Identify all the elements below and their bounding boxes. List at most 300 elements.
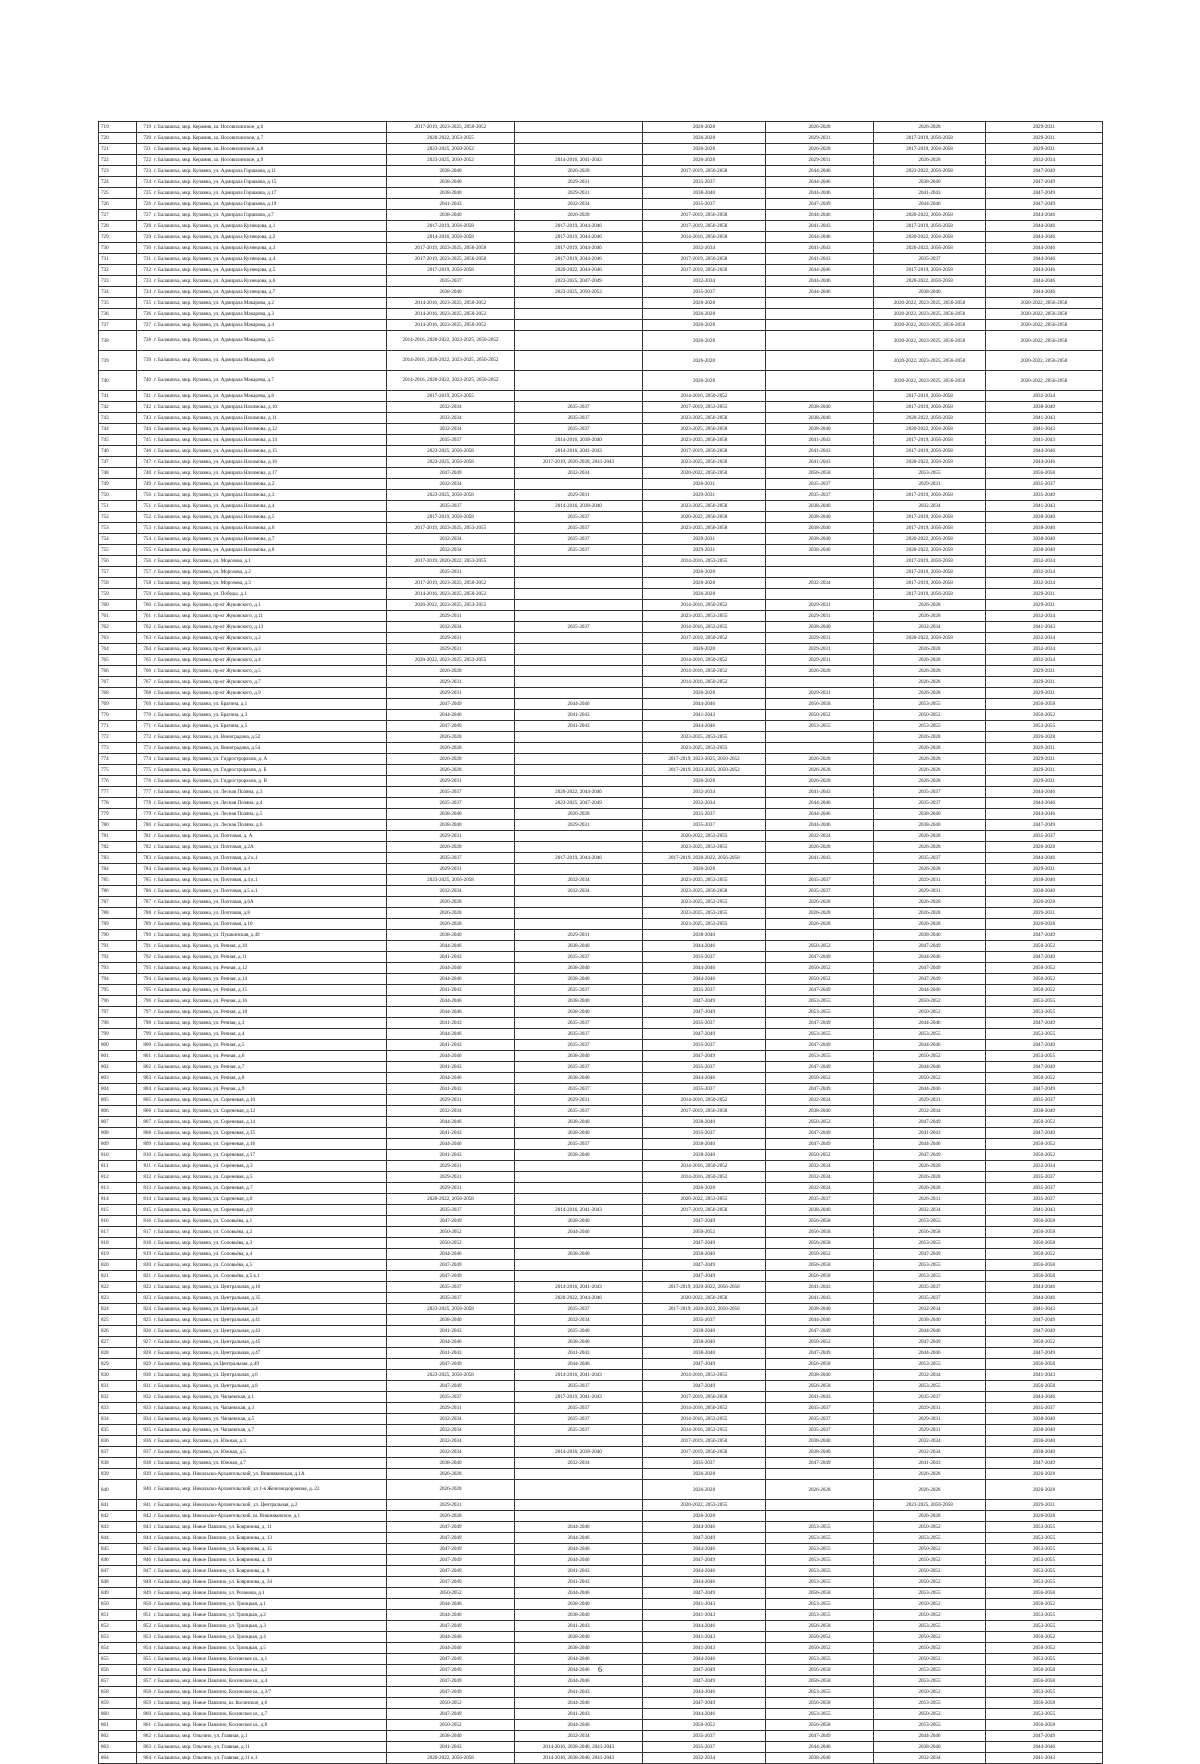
period-cell-4: 2026-2028 xyxy=(766,897,874,908)
period-cell-3: 2047-2049 xyxy=(643,1029,766,1040)
address-text: г. Балашиха, мкр. Новое Павлино, ул. Бояринова, д. 34 xyxy=(154,1579,272,1585)
address-text: г. Балашиха, мкр. Купавна, ул. Морозова, д.2 xyxy=(154,569,251,575)
period-cell-2: 2038-2040 xyxy=(515,1216,643,1227)
period-cell-4: 2038-2040 xyxy=(766,1106,874,1117)
period-cell-2: 2029-2031 xyxy=(515,820,643,831)
period-cell-6: 2050-2052 xyxy=(986,941,1103,952)
period-cell-4: 2041-2043 xyxy=(766,457,874,468)
period-cell-1: 2047-2049 xyxy=(387,1555,515,1566)
period-cell-4: 2044-2046 xyxy=(766,809,874,820)
period-cell-5: 2026-2028 xyxy=(874,831,986,842)
address-text: г. Балашиха, мкр. Купавна, ул. Адмирала Нахимова, д.11 xyxy=(154,415,277,421)
period-cell-4: 2041-2043 xyxy=(766,1293,874,1304)
period-cell-1: 2026-2028 xyxy=(387,1511,515,1522)
period-cell-1: 2020-2022, 2053-2055 xyxy=(387,133,515,144)
period-cell-5: 2053-2055 xyxy=(874,1720,986,1731)
period-cell-2: 2026-2028 xyxy=(515,210,643,221)
period-cell-3: 2038-2040 xyxy=(643,930,766,941)
address-text: г. Балашиха, мкр. Купавна, ул. Адмирала Макарова, д.6 xyxy=(154,357,274,364)
row-number: 848 xyxy=(99,1577,137,1588)
period-cell-3: 2017-2019, 2023-2025, 2050-2052 xyxy=(643,765,766,776)
address-text: г. Балашиха, мкр. Купавна, ул. Адмирала Горшкова, д.19 xyxy=(154,201,277,207)
address-cell xyxy=(137,567,387,578)
period-cell-1: 2029-2031 xyxy=(387,1161,515,1172)
period-cell-5: 2035-2037 xyxy=(874,254,986,265)
table-row xyxy=(99,1205,1103,1216)
period-cell-5: 2020-2022, 2056-2058 xyxy=(874,210,986,221)
period-cell-1: 2014-2016, 2020-2022, 2023-2025, 2050-2052 xyxy=(387,331,515,351)
period-cell-2: 2017-2019, 2044-2046 xyxy=(515,254,643,265)
address-cell xyxy=(137,446,387,457)
period-cell-4: 2044-2046 xyxy=(766,210,874,221)
address-cell xyxy=(137,1216,387,1227)
row-number: 854 xyxy=(99,1643,137,1654)
period-cell-2: 2038-2040 xyxy=(515,963,643,974)
period-cell-4: 2050-2052 xyxy=(766,1337,874,1348)
period-cell-6: 2047-2049 xyxy=(986,188,1103,199)
table-row xyxy=(99,402,1103,413)
period-cell-4: 2029-2031 xyxy=(766,688,874,699)
address-text: г. Балашиха, мкр. Купавна, ул. Пушкинская, д.49 xyxy=(154,932,260,938)
period-cell-5: 2050-2052 xyxy=(874,1007,986,1018)
row-number: 831 xyxy=(99,1381,137,1392)
period-cell-4: 2032-2034 xyxy=(766,1161,874,1172)
period-cell-1: 2050-2052 xyxy=(387,1720,515,1731)
period-cell-4: 2056-2058 xyxy=(766,699,874,710)
address-text: г. Балашиха, мкр. Купавна, ул. Адмирала Макарова, д.8 xyxy=(154,393,274,399)
period-cell-4: 2050-2052 xyxy=(766,963,874,974)
period-cell-2 xyxy=(515,351,643,371)
period-cell-6: 2026-2028 xyxy=(986,732,1103,743)
period-cell-3: 2017-2019, 2056-2058 xyxy=(643,221,766,232)
row-number: 844 xyxy=(99,1533,137,1544)
period-cell-2 xyxy=(515,1194,643,1205)
period-cell-2 xyxy=(515,133,643,144)
table-row xyxy=(99,974,1103,985)
table-row xyxy=(99,809,1103,820)
period-cell-5: 2020-2022, 2023-2025, 2056-2058 xyxy=(874,309,986,320)
period-cell-1: 2041-2043 xyxy=(387,199,515,210)
inner-row-number: 857 xyxy=(143,1678,151,1684)
period-cell-5: 2032-2034 xyxy=(874,1370,986,1381)
period-cell-5: 2050-2052 xyxy=(874,1599,986,1610)
period-cell-4 xyxy=(766,743,874,754)
period-cell-3: 2035-2037 xyxy=(643,1731,766,1742)
period-cell-1: 2026-2028 xyxy=(387,666,515,677)
period-cell-4: 2038-2040 xyxy=(766,1304,874,1315)
period-cell-1: 2032-2034 xyxy=(387,1425,515,1436)
period-cell-1: 2038-2040 xyxy=(387,1731,515,1742)
period-cell-5: 2029-2031 xyxy=(874,1425,986,1436)
address-text: г. Балашиха, мкр. Купавна, ул. Брагина, д.5 xyxy=(154,723,248,729)
row-number: 800 xyxy=(99,1040,137,1051)
inner-row-number: 851 xyxy=(143,1612,151,1618)
period-cell-2: 2044-2046 xyxy=(515,1555,643,1566)
period-cell-5: 2023-2022, 2056-2058 xyxy=(874,166,986,177)
address-text: г. Балашиха, мкр. Купавна, ул. Адмирала Горшкова, д.7 xyxy=(154,212,274,218)
table-row xyxy=(99,265,1103,276)
address-text: г. Балашиха, мкр. Купавна, ул. Сиреневая, д.15 xyxy=(154,1130,256,1136)
period-cell-6: 2026-2028 xyxy=(986,897,1103,908)
table-row xyxy=(99,1007,1103,1018)
address-cell xyxy=(137,1337,387,1348)
period-cell-5: 2050-2052 xyxy=(874,1522,986,1533)
period-cell-1: 2044-2046 xyxy=(387,1632,515,1643)
period-cell-3: 2026-2028 xyxy=(643,567,766,578)
period-cell-2: 2014-2016, 2041-2043 xyxy=(515,1205,643,1216)
table-row xyxy=(99,699,1103,710)
period-cell-5: 2050-2052 xyxy=(874,1610,986,1621)
inner-row-number: 843 xyxy=(143,1524,151,1530)
address-text: г. Балашиха, мкр. Новое Павлино, ул. Троицкая, д.4 xyxy=(154,1634,266,1640)
period-cell-2: 2014-2016, 2038-2040 xyxy=(515,1447,643,1458)
inner-row-number: 750 xyxy=(143,492,151,498)
period-cell-2: 2035-2037 xyxy=(515,1106,643,1117)
period-cell-5: 2020-2022, 2023-2025, 2056-2058 xyxy=(874,371,986,391)
period-cell-3: 2041-2043 xyxy=(643,1599,766,1610)
address-text: г. Балашиха, мкр. Купавна, ул. Лесная Поляна, д.6 xyxy=(154,822,263,828)
period-cell-4: 2053-2055 xyxy=(766,1533,874,1544)
period-cell-2: 2035-2037 xyxy=(515,1403,643,1414)
period-cell-6: 2044-2046 xyxy=(986,853,1103,864)
row-number: 768 xyxy=(99,688,137,699)
row-number: 828 xyxy=(99,1348,137,1359)
period-cell-5: 2026-2028 xyxy=(874,688,986,699)
period-cell-6: 2044-2046 xyxy=(986,809,1103,820)
table-row xyxy=(99,545,1103,556)
period-cell-3: 2023-2025, 2053-2055 xyxy=(643,919,766,930)
period-cell-6: 2041-2043 xyxy=(986,435,1103,446)
address-text: г. Балашиха, мкр. Новое Павлино, ул. Бояринова, д. 11 xyxy=(154,1524,272,1530)
inner-row-number: 755 xyxy=(143,547,151,553)
period-cell-1: 2044-2046 xyxy=(387,1599,515,1610)
period-cell-5: 2050-2052 xyxy=(874,1687,986,1698)
period-cell-2 xyxy=(515,589,643,600)
period-cell-4 xyxy=(766,732,874,743)
inner-row-number: 772 xyxy=(143,734,151,740)
period-cell-4: 2041-2043 xyxy=(766,243,874,254)
period-cell-2 xyxy=(515,1238,643,1249)
row-number: 855 xyxy=(99,1654,137,1665)
period-cell-4: 2035-2037 xyxy=(766,479,874,490)
inner-row-number: 719 xyxy=(143,124,151,130)
inner-row-number: 818 xyxy=(143,1240,151,1246)
inner-row-number: 852 xyxy=(143,1623,151,1629)
period-cell-5: 2038-2040 xyxy=(874,1742,986,1753)
period-cell-1: 2047-2049 xyxy=(387,1566,515,1577)
address-text: г. Балашиха, мкр. Купавна, ул. Соловьёва, д.3 xyxy=(154,1240,253,1246)
address-cell xyxy=(137,875,387,886)
address-cell xyxy=(137,479,387,490)
period-cell-4: 2056-2058 xyxy=(766,1720,874,1731)
period-cell-4: 2047-2049 xyxy=(766,1348,874,1359)
inner-row-number: 833 xyxy=(143,1405,151,1411)
inner-row-number: 729 xyxy=(143,234,151,240)
inner-row-number: 839 xyxy=(143,1471,151,1477)
inner-row-number: 787 xyxy=(143,899,151,905)
period-cell-2 xyxy=(515,371,643,391)
inner-row-number: 722 xyxy=(143,157,151,163)
period-cell-2: 2029-2031 xyxy=(515,930,643,941)
period-cell-1: 2035-2037 xyxy=(387,435,515,446)
period-cell-4: 2056-2058 xyxy=(766,1238,874,1249)
address-text: г. Балашиха, мкр. Купавна, пр-кт Жуковского, д.7 xyxy=(154,679,261,685)
period-cell-5: 2044-2046 xyxy=(874,985,986,996)
period-cell-1: 2044-2046 xyxy=(387,1051,515,1062)
period-cell-6: 2044-2046 xyxy=(986,787,1103,798)
period-cell-3: 2035-2037 xyxy=(643,1458,766,1469)
table-row xyxy=(99,842,1103,853)
period-cell-2: 2032-2034 xyxy=(515,1458,643,1469)
period-cell-3: 2023-2025, 2053-2055 xyxy=(643,897,766,908)
inner-row-number: 789 xyxy=(143,921,151,927)
inner-row-number: 742 xyxy=(143,404,151,410)
period-cell-3: 2020-2022, 2053-2055 xyxy=(643,1194,766,1205)
row-number: 840 xyxy=(99,1480,137,1500)
period-cell-4: 2047-2049 xyxy=(766,1128,874,1139)
period-cell-1: 2026-2028 xyxy=(387,1480,515,1500)
inner-row-number: 747 xyxy=(143,459,151,465)
inner-row-number: 841 xyxy=(143,1502,151,1508)
table-row xyxy=(99,1676,1103,1687)
period-cell-3: 2026-2028 xyxy=(643,331,766,351)
period-cell-4: 2044-2046 xyxy=(766,276,874,287)
period-cell-4: 2056-2058 xyxy=(766,1216,874,1227)
period-cell-2: 2038-2040 xyxy=(515,1632,643,1643)
period-cell-6: 2020-2022, 2056-2058 xyxy=(986,309,1103,320)
inner-row-number: 756 xyxy=(143,558,151,564)
period-cell-3: 2035-2037 xyxy=(643,199,766,210)
row-number: 860 xyxy=(99,1709,137,1720)
address-cell xyxy=(137,589,387,600)
address-cell xyxy=(137,1315,387,1326)
table-row xyxy=(99,710,1103,721)
period-cell-3: 2044-2046 xyxy=(643,1654,766,1665)
address-text: г. Балашиха, мкр. Новое Павлино, Косинское ш., д.8 xyxy=(154,1722,268,1728)
period-cell-5: 2026-2028 xyxy=(874,919,986,930)
table-row xyxy=(99,490,1103,501)
period-cell-2 xyxy=(515,309,643,320)
period-cell-5: 2047-2049 xyxy=(874,941,986,952)
period-cell-6: 2056-2058 xyxy=(986,1238,1103,1249)
row-number: 771 xyxy=(99,721,137,732)
period-cell-5: 2032-2034 xyxy=(874,1205,986,1216)
period-cell-2 xyxy=(515,919,643,930)
address-text: г. Балашиха, мкр. Никольско-Архангельский, ул 1-я Железнодорожная, д. 22 xyxy=(154,1486,320,1493)
period-cell-4: 2056-2058 xyxy=(766,1621,874,1632)
row-number: 818 xyxy=(99,1238,137,1249)
row-number: 826 xyxy=(99,1326,137,1337)
period-cell-2: 2017-2019, 2026-2028, 2041-2043 xyxy=(515,457,643,468)
period-cell-6: 2047-2049 xyxy=(986,930,1103,941)
row-number: 741 xyxy=(99,391,137,402)
period-cell-6: 2050-2052 xyxy=(986,1599,1103,1610)
table-row xyxy=(99,298,1103,309)
address-cell xyxy=(137,633,387,644)
period-cell-1: 2038-2040 xyxy=(387,166,515,177)
period-cell-2: 2044-2046 xyxy=(515,1544,643,1555)
table-row xyxy=(99,1643,1103,1654)
period-cell-3: 2026-2028 xyxy=(643,351,766,371)
address-text: г. Балашиха, мкр. Купавна, ул. Морозова, д.3 xyxy=(154,580,251,586)
period-cell-4: 2050-2052 xyxy=(766,1150,874,1161)
period-cell-6: 2035-2037 xyxy=(986,1172,1103,1183)
table-row xyxy=(99,919,1103,930)
period-cell-1: 2032-2034 xyxy=(387,402,515,413)
period-cell-1: 2038-2040 xyxy=(387,930,515,941)
row-number: 732 xyxy=(99,265,137,276)
period-cell-6: 2044-2046 xyxy=(986,232,1103,243)
row-number: 778 xyxy=(99,798,137,809)
period-cell-1: 2038-2040 xyxy=(387,287,515,298)
row-number: 796 xyxy=(99,996,137,1007)
period-cell-4: 2044-2046 xyxy=(766,166,874,177)
period-cell-2 xyxy=(515,611,643,622)
period-cell-1: 2032-2034 xyxy=(387,1436,515,1447)
table-row xyxy=(99,1227,1103,1238)
period-cell-1: 2023-2025, 2050-2052 xyxy=(387,155,515,166)
row-number: 724 xyxy=(99,177,137,188)
row-number: 858 xyxy=(99,1687,137,1698)
period-cell-2: 2035-2037 xyxy=(515,1414,643,1425)
period-cell-3: 2035-2037 xyxy=(643,1315,766,1326)
inner-row-number: 834 xyxy=(143,1416,151,1422)
period-cell-2: 2038-2040 xyxy=(515,1643,643,1654)
table-row xyxy=(99,1447,1103,1458)
period-cell-6: 2056-2058 xyxy=(986,1665,1103,1676)
period-cell-3: 2026-2028 xyxy=(643,589,766,600)
address-text: г. Балашиха, мкр. Купавна, ул. Южная, д.5 xyxy=(154,1449,246,1455)
inner-row-number: 819 xyxy=(143,1251,151,1257)
address-text: г. Балашиха, мкр. Купавна, ул. Речная, д.16 xyxy=(154,998,248,1004)
address-text: г. Балашиха, мкр. Купавна, пр-кт Жуковского, д.4 xyxy=(154,657,261,663)
row-number: 817 xyxy=(99,1227,137,1238)
period-cell-1: 2047-2049 xyxy=(387,1654,515,1665)
address-text: г. Балашиха, мкр. Купавна, ул. Адмирала Нахимова, д.5 xyxy=(154,514,275,520)
period-cell-4: 2053-2055 xyxy=(766,1007,874,1018)
inner-row-number: 858 xyxy=(143,1689,151,1695)
inner-row-number: 745 xyxy=(143,437,151,443)
period-cell-6: 2047-2049 xyxy=(986,1458,1103,1469)
address-text: г. Балашиха, мкр. Новое Павлино, ул. Бояринова, д. 15 xyxy=(154,1546,272,1552)
inner-row-number: 763 xyxy=(143,635,151,641)
inner-row-number: 859 xyxy=(143,1700,151,1706)
period-cell-2: 2029-2031 xyxy=(515,188,643,199)
inner-row-number: 757 xyxy=(143,569,151,575)
period-cell-3: 2017-2019, 2056-2058 xyxy=(643,446,766,457)
inner-row-number: 807 xyxy=(143,1119,151,1125)
period-cell-2 xyxy=(515,842,643,853)
row-number: 725 xyxy=(99,188,137,199)
period-cell-6: 2050-2052 xyxy=(986,985,1103,996)
period-cell-1: 2035-2037 xyxy=(387,276,515,287)
table-row xyxy=(99,1062,1103,1073)
period-cell-4: 2035-2037 xyxy=(766,886,874,897)
period-cell-4: 2026-2028 xyxy=(766,842,874,853)
period-cell-4: 2044-2046 xyxy=(766,177,874,188)
inner-row-number: 765 xyxy=(143,657,151,663)
table-row xyxy=(99,578,1103,589)
period-cell-6: 2020-2022, 2056-2058 xyxy=(986,331,1103,351)
period-cell-1: 2038-2040 xyxy=(387,1458,515,1469)
period-cell-5: 2026-2028 xyxy=(874,155,986,166)
period-cell-5: 2029-2031 xyxy=(874,886,986,897)
table-row xyxy=(99,1588,1103,1599)
row-number: 780 xyxy=(99,820,137,831)
address-cell xyxy=(137,1282,387,1293)
address-cell xyxy=(137,391,387,402)
period-cell-2: 2041-2043 xyxy=(515,710,643,721)
inner-row-number: 808 xyxy=(143,1130,151,1136)
period-cell-5: 2026-2028 xyxy=(874,677,986,688)
period-cell-5: 2017-2019, 2056-2058 xyxy=(874,446,986,457)
address-text: г. Балашиха, мкр. Купавна, ул. Морозова, д.1 xyxy=(154,558,251,564)
address-cell xyxy=(137,1676,387,1687)
inner-row-number: 809 xyxy=(143,1141,151,1147)
period-cell-6: 2056-2058 xyxy=(986,1588,1103,1599)
period-cell-6: 2026-2028 xyxy=(986,842,1103,853)
period-cell-1: 2044-2046 xyxy=(387,974,515,985)
inner-row-number: 734 xyxy=(143,289,151,295)
inner-row-number: 831 xyxy=(143,1383,151,1389)
period-cell-1: 2035-2037 xyxy=(387,1293,515,1304)
period-cell-6: 2044-2046 xyxy=(986,1293,1103,1304)
period-cell-1: 2029-2031 xyxy=(387,1403,515,1414)
period-cell-4: 2035-2037 xyxy=(766,1414,874,1425)
period-cell-1: 2014-2016, 2020-2022, 2023-2025, 2050-2052 xyxy=(387,351,515,371)
period-cell-5: 2038-2040 xyxy=(874,820,986,831)
period-cell-1: 2032-2034 xyxy=(387,1414,515,1425)
row-number: 849 xyxy=(99,1588,137,1599)
period-cell-3: 2032-2034 xyxy=(643,276,766,287)
period-cell-2: 2017-2019, 2044-2046 xyxy=(515,243,643,254)
inner-row-number: 723 xyxy=(143,168,151,174)
row-number: 790 xyxy=(99,930,137,941)
table-row xyxy=(99,1106,1103,1117)
address-cell xyxy=(137,721,387,732)
period-cell-2 xyxy=(515,655,643,666)
period-cell-2: 2020-2022, 2044-2046 xyxy=(515,787,643,798)
period-cell-1: 2017-2019, 2023-2025, 2056-2058 xyxy=(387,254,515,265)
period-cell-2: 2020-2022, 2044-2046 xyxy=(515,1293,643,1304)
period-cell-1: 2032-2034 xyxy=(387,545,515,556)
address-cell xyxy=(137,1249,387,1260)
address-text: г. Балашиха, мкр. Купавна, ул. Почтовая, д. А xyxy=(154,833,253,839)
period-cell-4: 2026-2028 xyxy=(766,908,874,919)
period-cell-4 xyxy=(766,1469,874,1480)
period-cell-5: 2020-2022, 2056-2058 xyxy=(874,243,986,254)
period-cell-2: 2041-2043 xyxy=(515,1577,643,1588)
address-text: г. Балашиха, мкр. Никольско-Архангельский, ул. Центральная, д.2 xyxy=(154,1502,298,1508)
row-number: 721 xyxy=(99,144,137,155)
period-cell-4: 2041-2043 xyxy=(766,787,874,798)
row-number: 837 xyxy=(99,1447,137,1458)
inner-row-number: 785 xyxy=(143,877,151,883)
period-cell-3: 2026-2028 xyxy=(643,155,766,166)
table-row xyxy=(99,457,1103,468)
period-cell-3: 2047-2049 xyxy=(643,1698,766,1709)
address-text: г. Балашиха, мкр. Купавна, ул. Речная, д.11 xyxy=(154,954,247,960)
period-cell-6: 2053-2055 xyxy=(986,1566,1103,1577)
inner-row-number: 804 xyxy=(143,1086,151,1092)
period-cell-5: 2050-2052 xyxy=(874,1709,986,1720)
period-cell-5: 2053-2055 xyxy=(874,468,986,479)
period-cell-1: 2050-2052 xyxy=(387,1238,515,1249)
period-cell-5: 2026-2028 xyxy=(874,1511,986,1522)
period-cell-6: 2053-2055 xyxy=(986,1533,1103,1544)
period-cell-6: 2056-2058 xyxy=(986,1359,1103,1370)
period-cell-5: 2026-2028 xyxy=(874,743,986,754)
